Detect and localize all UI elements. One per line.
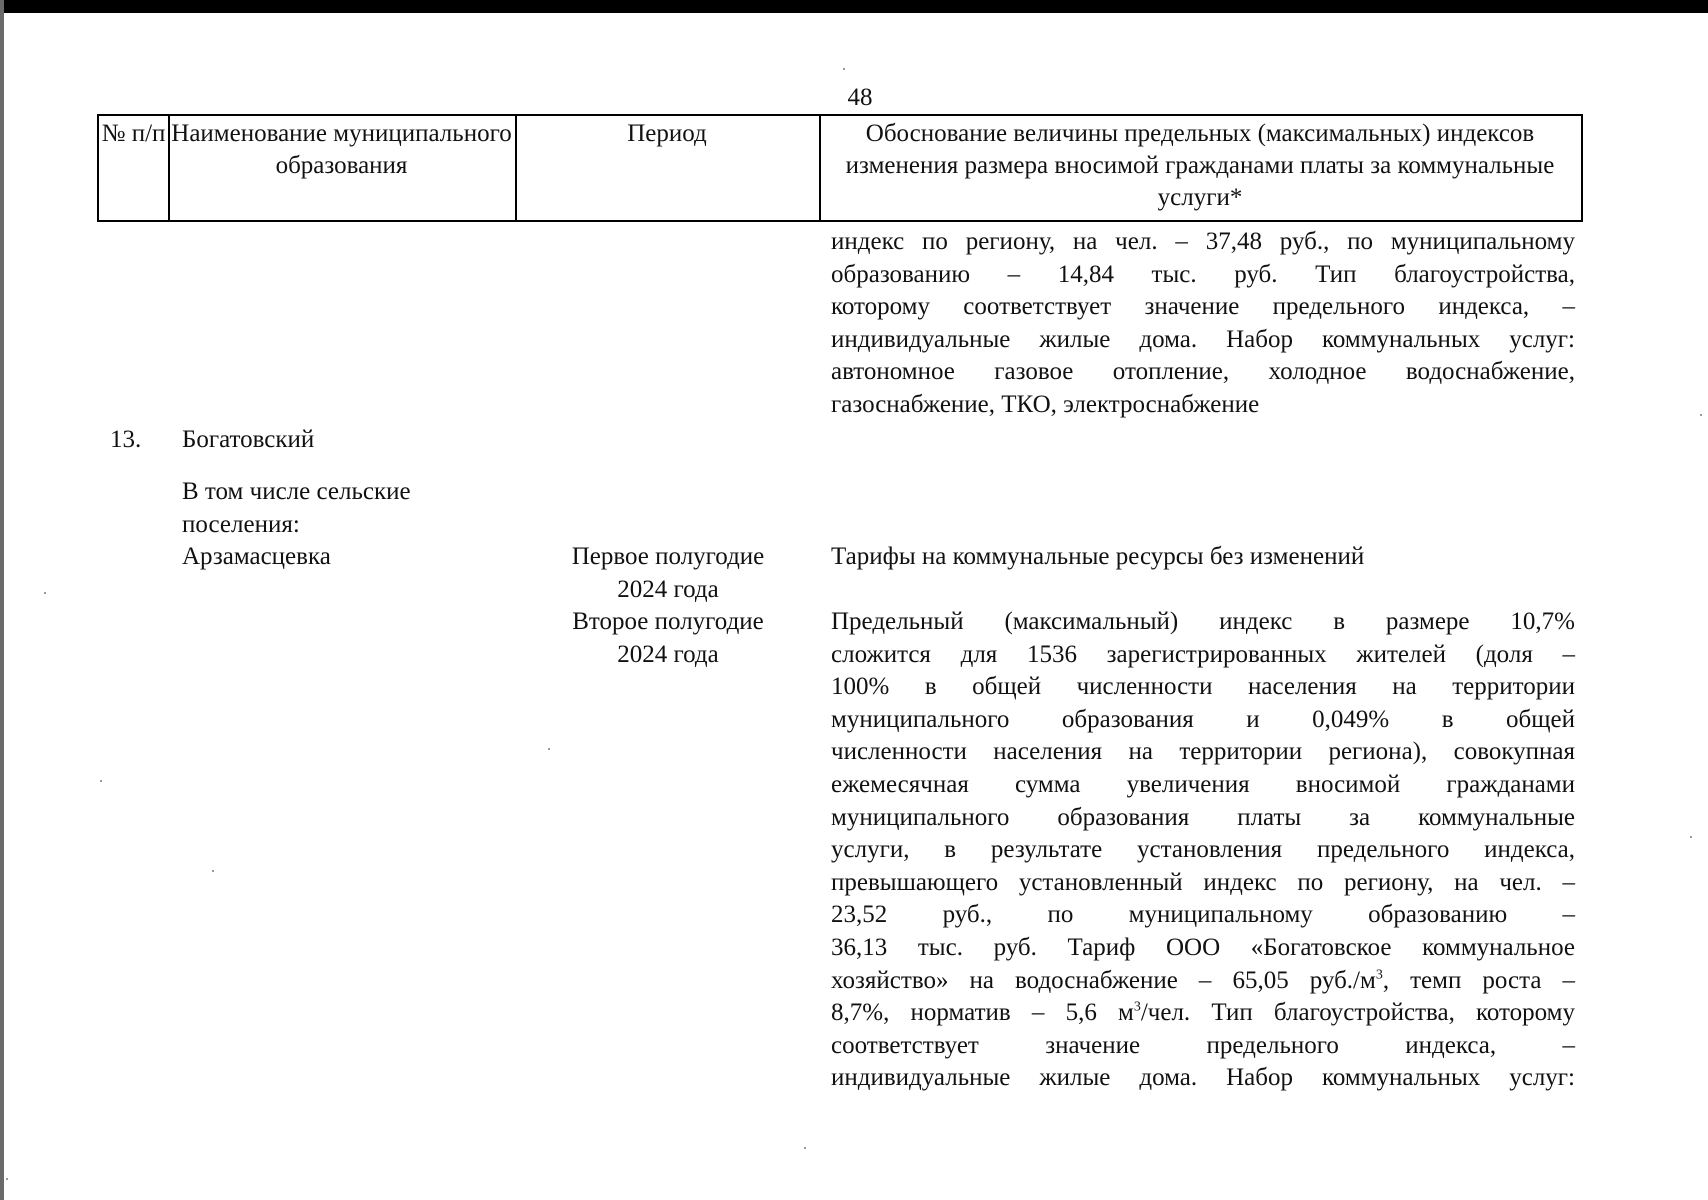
second-half-justification xyxy=(831,606,1575,1095)
text-line: 36,13 тыс. руб. Тариф ООО «Богатовское коммунальное xyxy=(831,933,1575,961)
header-col-justification: Обоснование величины предельных (максимальных) индексов изменения размера вносимой гражданами платы за коммунальные услуги* xyxy=(819,114,1583,222)
municipality-name: Богатовский xyxy=(182,426,315,453)
text-line: автономное газовое отопление, холодное водоснабжение, xyxy=(831,358,1575,386)
scan-speck xyxy=(212,870,214,872)
text-line: ежемесячная сумма увеличения вносимой гражданами xyxy=(831,770,1575,798)
text-fragment: , темп роста – xyxy=(1382,966,1575,994)
text-fragment: 8,7%, норматив – 5,6 м xyxy=(831,999,1134,1027)
rural-settlements-subtitle: В том числе сельские поселения: xyxy=(182,478,411,538)
text-line-water-tariff xyxy=(831,965,1575,998)
scan-speck xyxy=(100,780,102,782)
continuation-text xyxy=(831,226,1575,422)
header-col-number: № п/п xyxy=(97,114,170,222)
superscript: 3 xyxy=(1375,967,1383,983)
header-col-period: Период xyxy=(515,114,821,222)
scan-speck xyxy=(6,1178,8,1180)
text-fragment: хозяйство» на водоснабжение – 65,05 руб./м xyxy=(831,966,1376,994)
text-line: газоснабжение, ТКО, электроснабжение xyxy=(831,390,1260,418)
scan-top-border xyxy=(0,0,1708,13)
scan-speck xyxy=(1700,414,1702,416)
settlement-name: Арзамасцевка xyxy=(182,543,331,570)
text-line: численности населения на территории региона), совокупная xyxy=(831,738,1575,766)
superscript: 3 xyxy=(1133,999,1141,1015)
text-line: 23,52 руб., по муниципальному образованию – xyxy=(831,901,1575,929)
text-line: которому соответствует значение предельного индекса, – xyxy=(831,293,1575,321)
text-line: индекс по региону, на чел. – 37,48 руб., по муниципальному xyxy=(831,228,1575,255)
row-number: 13. xyxy=(110,426,142,453)
scan-speck xyxy=(1690,836,1692,838)
text-line: муниципального образования и 0,049% в общей xyxy=(831,705,1575,733)
text-line: 100% в общей численности населения на территории xyxy=(831,673,1575,701)
page-number: 48 xyxy=(847,84,873,111)
period-first-half: Первое полугодие 2024 года xyxy=(571,543,765,603)
text-line: соответствует значение предельного индекса, – xyxy=(831,1031,1575,1059)
text-line: индивидуальные жилые дома. Набор коммунальных услуг: xyxy=(831,325,1575,353)
text-line: муниципального образования платы за коммунальные xyxy=(831,803,1575,831)
scan-speck xyxy=(843,68,845,70)
text-line: индивидуальные жилые дома. Набор коммунальных услуг: xyxy=(831,1064,1575,1092)
header-col-municipality: Наименование муниципального образования xyxy=(168,114,517,222)
text-line: Предельный (максимальный) индекс в размере 10,7% xyxy=(831,608,1575,635)
scan-speck xyxy=(44,592,46,594)
text-fragment: /чел. Тип благоустройства, которому xyxy=(1140,999,1575,1027)
text-line: превышающего установленный индекс по региону, на чел. – xyxy=(831,868,1575,896)
text-line: услуги, в результате установления предельного индекса, xyxy=(831,836,1575,864)
first-half-justification: Тарифы на коммунальные ресурсы без изменений xyxy=(831,543,1365,570)
scan-speck xyxy=(548,748,550,750)
text-line: сложится для 1536 зарегистрированных жителей (доля – xyxy=(831,640,1575,668)
period-second-half: Второе полугодие 2024 года xyxy=(572,608,764,668)
text-line-norm xyxy=(831,997,1575,1030)
text-line: образованию – 14,84 тыс. руб. Тип благоустройства, xyxy=(831,260,1575,288)
scan-left-border xyxy=(0,0,4,1200)
scan-speck xyxy=(804,1147,806,1149)
